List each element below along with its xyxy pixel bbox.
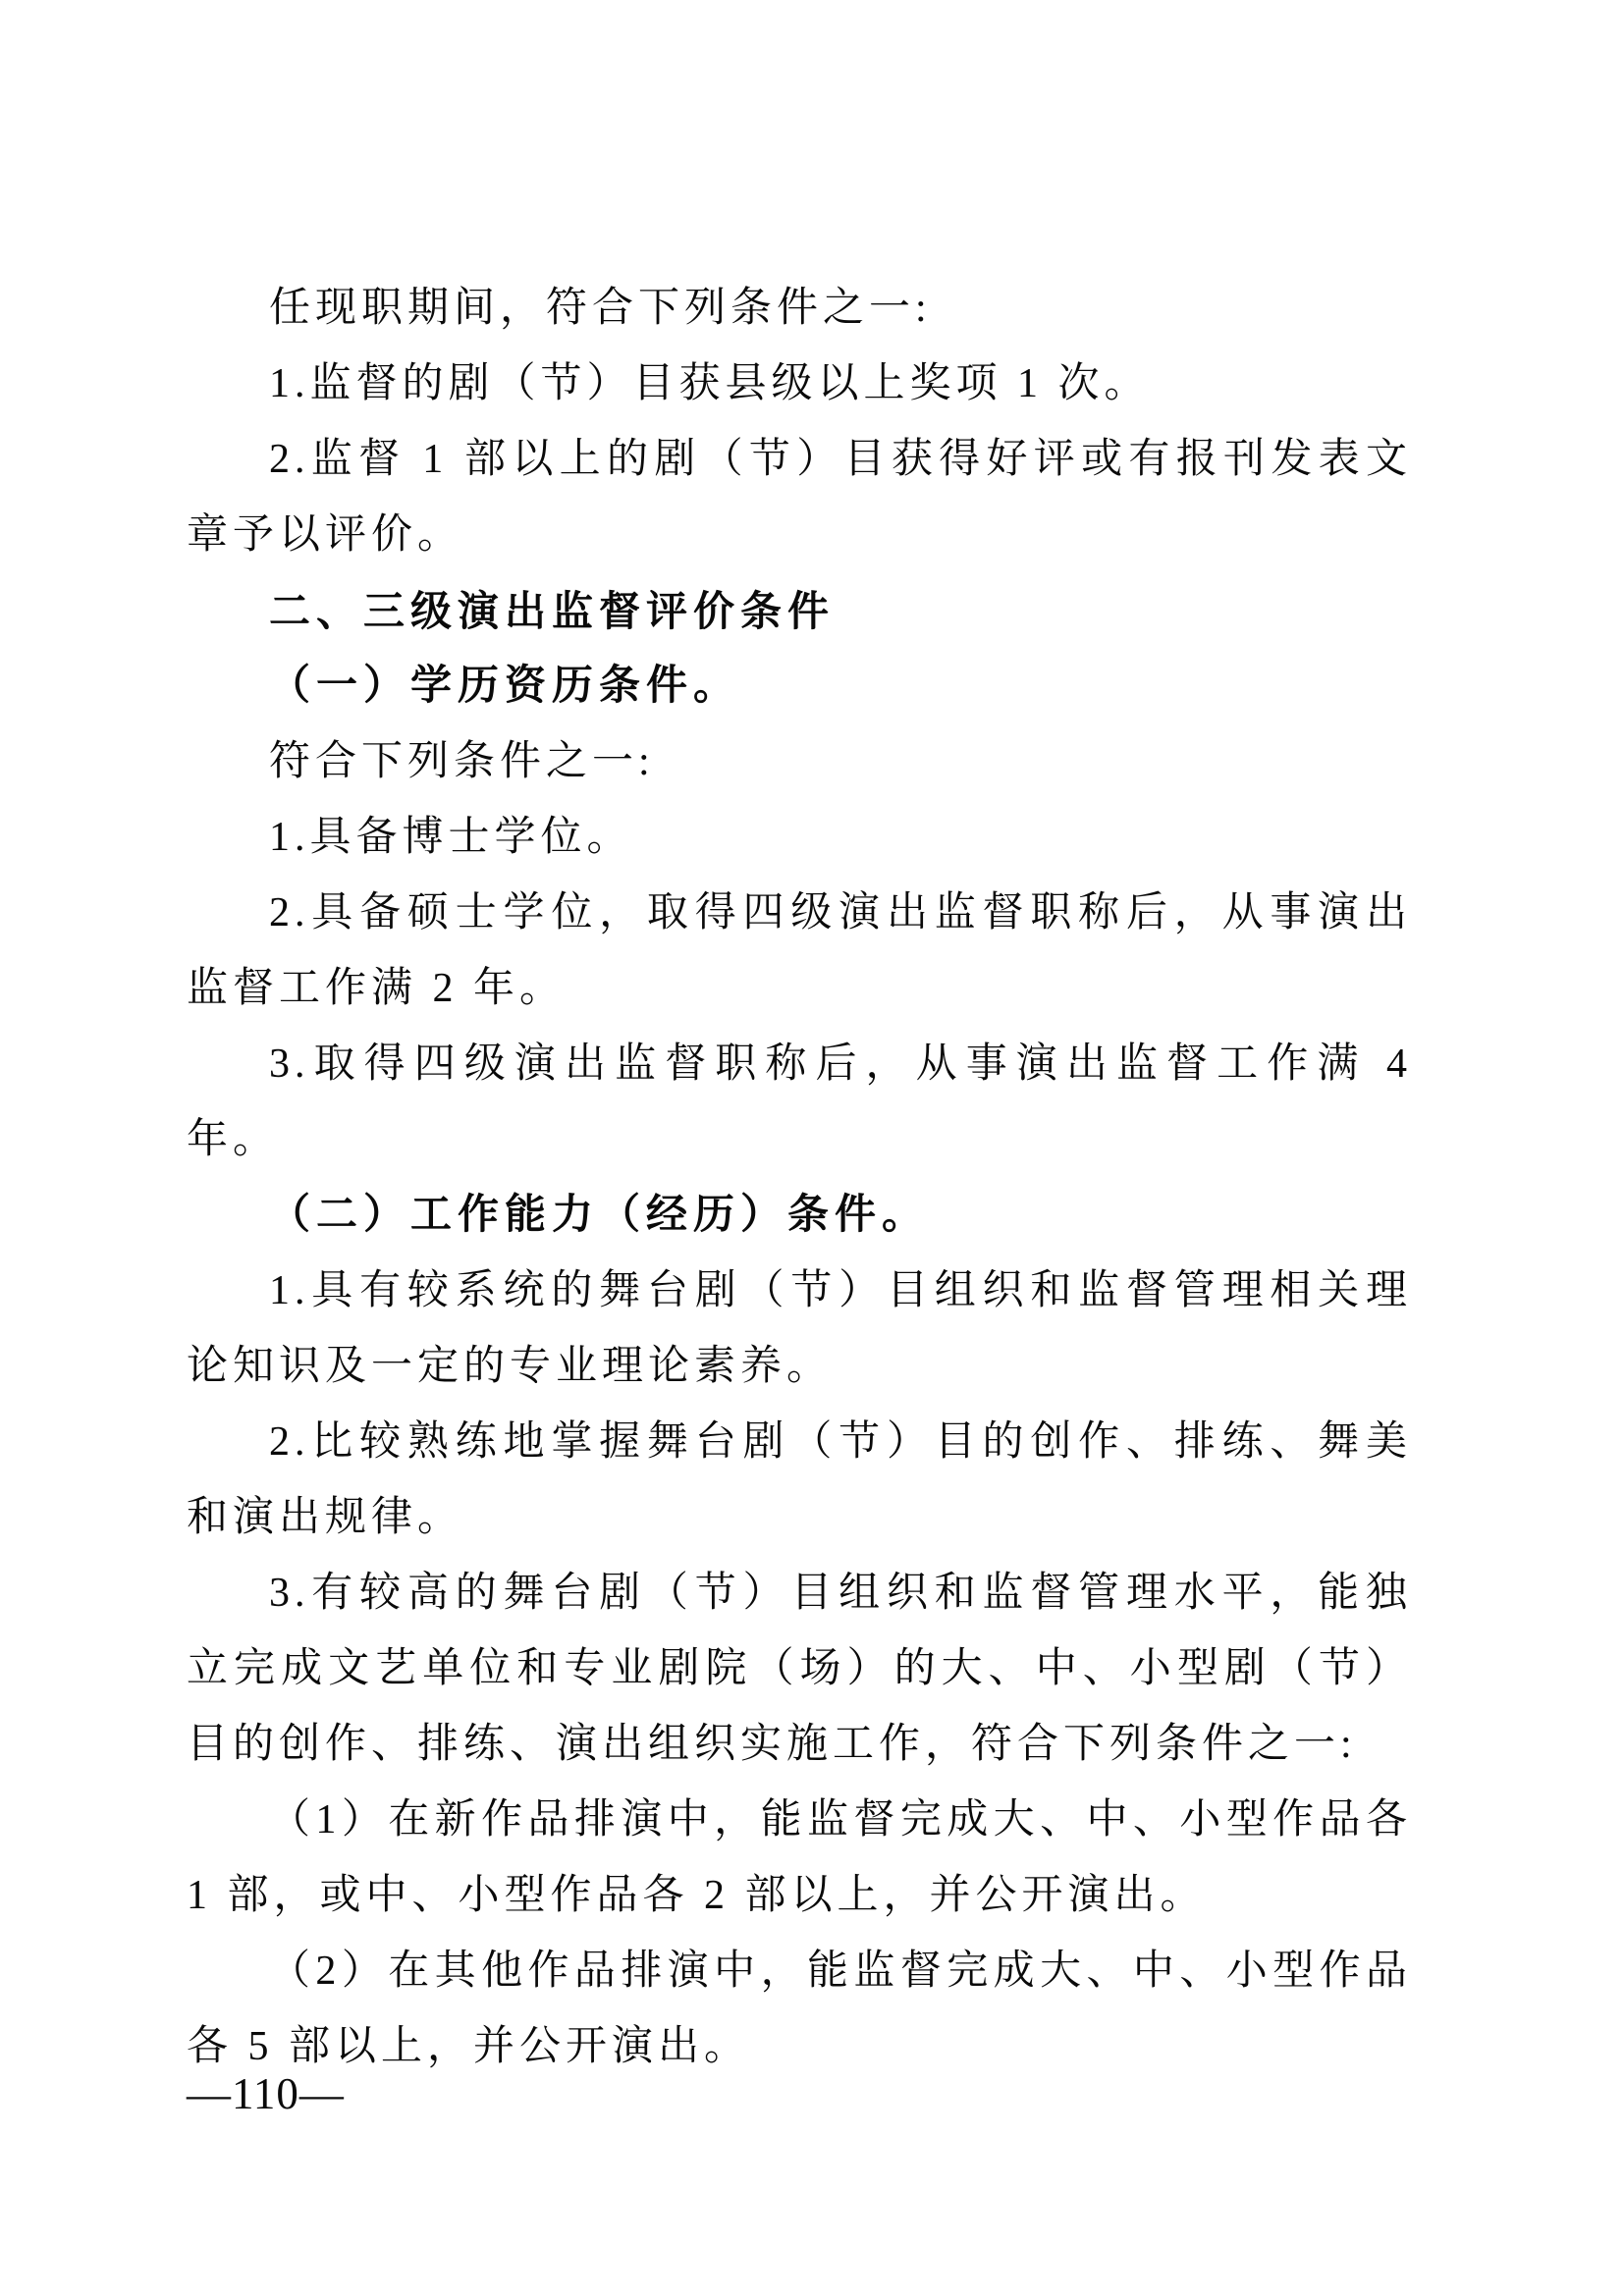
section-heading: 二、三级演出监督评价条件 [269, 588, 836, 634]
subsection-heading: （二）工作能力（经历）条件。 [269, 1193, 930, 1238]
body-paragraph: 1.具备博士学位。 [269, 815, 633, 860]
body-paragraph: 2.监督 1 部以上的剧（节）目获得好评或有报刊发表文章予以评价。 [187, 437, 1412, 558]
body-paragraph: 3.取得四级演出监督职称后，从事演出监督工作满 4 年。 [187, 1041, 1412, 1162]
body-paragraph: 2.比较熟练地掌握舞台剧（节）目的创作、排练、舞美和演出规律。 [187, 1419, 1412, 1540]
body-paragraph: （2）在其他作品排演中，能监督完成大、中、小型作品各 5 部以上，并公开演出。 [187, 1949, 1412, 2069]
body-paragraph: 2.具备硕士学位，取得四级演出监督职称后，从事演出监督工作满 2 年。 [187, 890, 1412, 1011]
page-number: —110— [187, 2069, 345, 2118]
body-paragraph: 符合下列条件之一: [269, 739, 655, 784]
subsection-heading: （一）学历资历条件。 [269, 664, 741, 709]
document-body [187, 271, 1412, 2085]
body-paragraph: 3.有较高的舞台剧（节）目组织和监督管理水平，能独立完成文艺单位和专业剧院（场）的大、中、小型剧（节）目的创作、排练、演出组织实施工作，符合下列条件之一: [187, 1571, 1412, 1767]
body-paragraph: （1）在新作品排演中，能监督完成大、中、小型作品各 1 部，或中、小型作品各 2 部以上，并公开演出。 [187, 1797, 1412, 1918]
body-paragraph: 1.具有较系统的舞台剧（节）目组织和监督管理相关理论知识及一定的专业理论素养。 [187, 1268, 1412, 1389]
body-paragraph: 任现职期间，符合下列条件之一: [269, 286, 932, 331]
body-paragraph: 1.监督的剧（节）目获县级以上奖项 1 次。 [269, 361, 1151, 406]
